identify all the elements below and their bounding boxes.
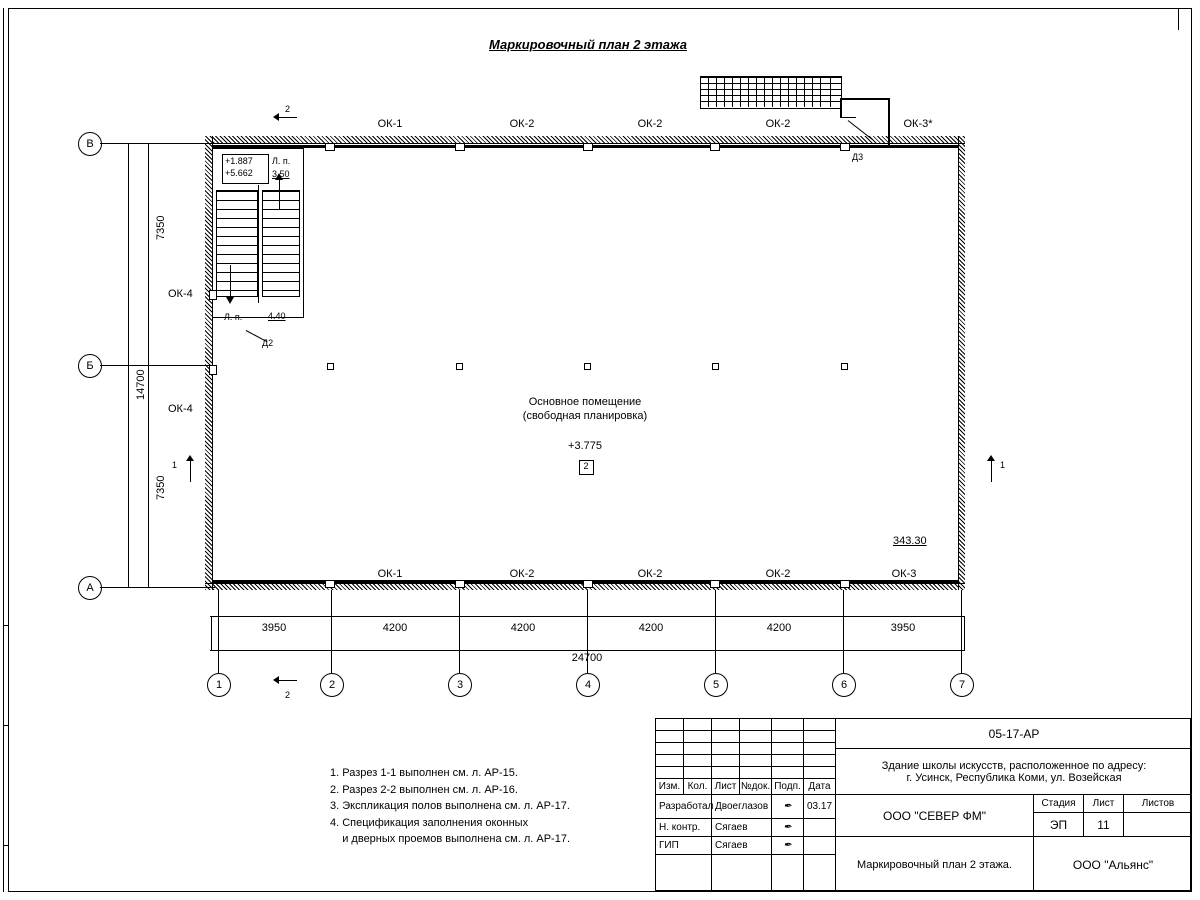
role-extra-2 [712,855,772,892]
axis-number-1: 1 [207,673,231,697]
stair-label-bottom: Л. п. [224,312,243,322]
stage-value: ЭП [1034,813,1084,837]
rev-grid-r1c5 [772,719,804,731]
room-label-line2: (свободная планировка) [522,410,648,422]
stair-value-top: 3.50 [272,169,290,179]
frame-fold-mark-1 [3,625,8,626]
dim-bottom-3: 4200 [510,622,536,634]
notes-block [330,765,570,848]
stair-arrow-down-head [226,297,234,304]
rev-grid-r3c1 [656,743,684,755]
dim-bottom-1: 3950 [261,622,287,634]
grid-line-7 [961,590,962,673]
object-line-1: Здание школы искусств, расположенное по адресу: [881,759,1147,772]
dim-left-chain-outer [128,143,129,587]
rev-grid-r4c1 [656,755,684,767]
rev-grid-r5c6 [804,767,836,779]
dim-bottom-6: 3950 [890,622,916,634]
company-name: ООО "СЕВЕР ФМ" [836,795,1034,837]
entry-platform-right [888,98,890,146]
title-block [655,718,1191,891]
frame-fold-mark-2 [3,725,8,726]
window-top-4 [710,143,720,151]
rev-grid-r4c2 [684,755,712,767]
section-mark-right-arrow [987,455,995,461]
lists-header: Листов [1124,795,1192,813]
role-3-person: Сягаев [712,837,772,855]
rev-grid-r5c3 [712,767,740,779]
rev-grid-r4c5 [772,755,804,767]
wall-right-inner [958,136,959,590]
frame-fold-mark-3 [3,845,8,846]
stage-header: Стадия [1034,795,1084,813]
role-extra-3 [772,855,804,892]
section-mark-top-arrow [273,113,279,121]
stair-level-top: +1.887 [225,156,253,166]
window-bottom-4 [710,580,720,588]
window-left-1 [209,290,217,300]
sheet-title: Маркировочный план 2 этажа. [836,837,1034,892]
stair-value-bottom: 4.40 [268,311,286,321]
rev-grid-r5c4 [740,767,772,779]
list-header: Лист [1084,795,1124,813]
axis-number-6: 6 [832,673,856,697]
dim-bottom-total: 24700 [571,652,603,664]
section-mark-left-label: 1 [172,460,178,470]
room-level-mark: 2 [583,461,589,471]
section-mark-left-arrow [186,455,194,461]
grid-line-5 [715,590,716,673]
rev-grid-r3c6 [804,743,836,755]
axis-line-v [100,143,215,144]
column-4 [712,363,719,370]
rev-grid-r2c3 [712,731,740,743]
door-d3-label: Д3 [852,152,864,162]
plan-title: Маркировочный план 2 этажа [489,37,687,52]
window-left-2 [209,365,217,375]
column-2 [456,363,463,370]
rev-header-podp: Подп. [772,779,804,795]
rev-grid-r3c3 [712,743,740,755]
rev-grid-r3c4 [740,743,772,755]
frame-top [8,8,1192,9]
note-2: 2. Разрез 2-2 выполнен см. л. АР-16. [330,783,518,796]
window-label-top-4: ОК-2 [765,118,791,130]
axis-number-4: 4 [576,673,600,697]
rev-grid-r5c2 [684,767,712,779]
axis-number-7: 7 [950,673,974,697]
role-2-name: Н. контр. [656,819,712,837]
dim-left-tick-b [142,365,154,366]
window-bottom-3 [583,580,593,588]
dim-left-total: 14700 [135,369,147,400]
rev-grid-r2c1 [656,731,684,743]
grid-line-1 [218,590,219,673]
window-bottom-5 [840,580,850,588]
dim-left-tick-a [122,587,154,588]
window-label-left-1: ОК-4 [168,288,193,300]
column-1 [327,363,334,370]
window-bottom-2 [455,580,465,588]
section-mark-bottom-arrow [273,676,279,684]
role-2-date [804,819,836,837]
rev-grid-r1c1 [656,719,684,731]
entry-platform-left [840,98,842,118]
entry-stair-treads [700,76,840,107]
rev-grid-r1c3 [712,719,740,731]
rev-grid-r4c3 [712,755,740,767]
role-2-person: Сягаев [712,819,772,837]
role-1-name: Разработал [656,795,712,819]
dim-bottom-2: 4200 [382,622,408,634]
window-label-bottom-3: ОК-2 [637,568,663,580]
rev-header-izm: Изм. [656,779,684,795]
window-label-bottom-5: ОК-3 [891,568,917,580]
window-label-top-5: ОК-3* [903,118,933,130]
window-bottom-1 [325,580,335,588]
section-mark-left-line [190,460,191,482]
role-2-sign: ✒ [772,819,804,837]
frame-margin-left [3,8,4,892]
window-label-top-3: ОК-2 [637,118,663,130]
dim-bottom-5: 4200 [766,622,792,634]
stair-rail [258,185,259,303]
frame-left [8,8,9,892]
column-3 [584,363,591,370]
object-line-2: г. Усинск, Республика Коми, ул. Возейская [906,771,1122,784]
rev-header-list: Лист [712,779,740,795]
window-top-5 [840,143,850,151]
stair-label-top: Л. п. [272,156,291,166]
axis-line-b [100,365,215,366]
dim-left-2: 7350 [155,475,167,500]
room-label-line1: Основное помещение [528,396,642,408]
stair-flight-left [216,190,258,297]
role-3-name: ГИП [656,837,712,855]
dim-left-tick-v [122,143,154,144]
section-mark-right-label: 1 [1000,460,1006,470]
dim-left-1: 7350 [155,215,167,240]
column-5 [841,363,848,370]
note-4: 4. Спецификация заполнения оконных [330,816,529,829]
grid-line-2 [331,590,332,673]
dim-bottom-4: 4200 [638,622,664,634]
rev-grid-r5c1 [656,767,684,779]
window-label-bottom-1: ОК-1 [377,568,403,580]
rev-grid-r2c4 [740,731,772,743]
dim-bottom-cap-right [964,616,965,650]
stair-flight-right [262,190,300,297]
wall-right [958,136,965,590]
wall-left [205,136,212,590]
frame-corner-mark [1178,8,1179,30]
rev-grid-r1c6 [804,719,836,731]
dim-bottom-cap-left [211,616,212,650]
rev-header-kol: Кол. [684,779,712,795]
role-extra-4 [804,855,836,892]
entry-platform-bottom [840,117,856,118]
section-mark-right-line [991,460,992,482]
axis-line-a [100,587,215,588]
role-1-date: 03.17 [804,795,836,819]
role-3-date [804,837,836,855]
list-value: 11 [1084,813,1124,837]
window-top-3 [583,143,593,151]
role-1-sign: ✒ [772,795,804,819]
axis-number-3: 3 [448,673,472,697]
role-1-person: Двоеглазов [712,795,772,819]
window-label-top-1: ОК-1 [377,118,403,130]
room-level: +3.775 [568,440,602,452]
rev-grid-r5c5 [772,767,804,779]
stair-arrow-down [230,265,231,300]
window-label-bottom-2: ОК-2 [509,568,535,580]
role-3-sign: ✒ [772,837,804,855]
window-label-bottom-4: ОК-2 [765,568,791,580]
rev-grid-r3c2 [684,743,712,755]
role-extra-1 [656,855,712,892]
rev-header-ndok: №док. [740,779,772,795]
stair-arrow-up [279,175,280,210]
grid-line-3 [459,590,460,673]
rev-grid-r2c6 [804,731,836,743]
rev-grid-r4c6 [804,755,836,767]
wall-top [205,136,965,143]
window-top-1 [325,143,335,151]
note-3: 3. Экспликация полов выполнена см. л. АР-17. [330,800,570,812]
window-label-left-2: ОК-4 [168,403,193,415]
section-mark-bottom-label: 2 [285,690,291,700]
stamp-code: 05-17-АР [836,719,1192,749]
stair-level-bottom: +5.662 [225,168,253,178]
note-5: и дверных проемов выполнена см. л. АР-17. [330,833,571,845]
rev-grid-r1c2 [684,719,712,731]
room-area: 343.30 [893,535,927,547]
rev-grid-r2c2 [684,731,712,743]
axis-number-5: 5 [704,673,728,697]
organization: ООО "Альянс" [1072,857,1154,872]
window-label-top-2: ОК-2 [509,118,535,130]
object-description [836,749,1192,795]
note-1: 1. Разрез 1-1 выполнен см. л. АР-15. [330,767,518,779]
entry-platform-top [840,98,890,100]
rev-header-data: Дата [804,779,836,795]
axis-letter-b: Б [78,354,102,378]
section-mark-top-label: 2 [285,104,291,114]
door-d2-label: Д2 [262,338,274,348]
rev-grid-r4c4 [740,755,772,767]
rev-grid-r3c5 [772,743,804,755]
axis-letter-a: А [78,576,102,600]
axis-letter-v: В [78,132,102,156]
dim-bottom-chain-outer [210,650,965,651]
dim-bottom-chain-inner [210,616,965,617]
window-top-2 [455,143,465,151]
axis-number-2: 2 [320,673,344,697]
lists-value [1124,813,1192,837]
rev-grid-r2c5 [772,731,804,743]
grid-line-6 [843,590,844,673]
rev-grid-r1c4 [740,719,772,731]
